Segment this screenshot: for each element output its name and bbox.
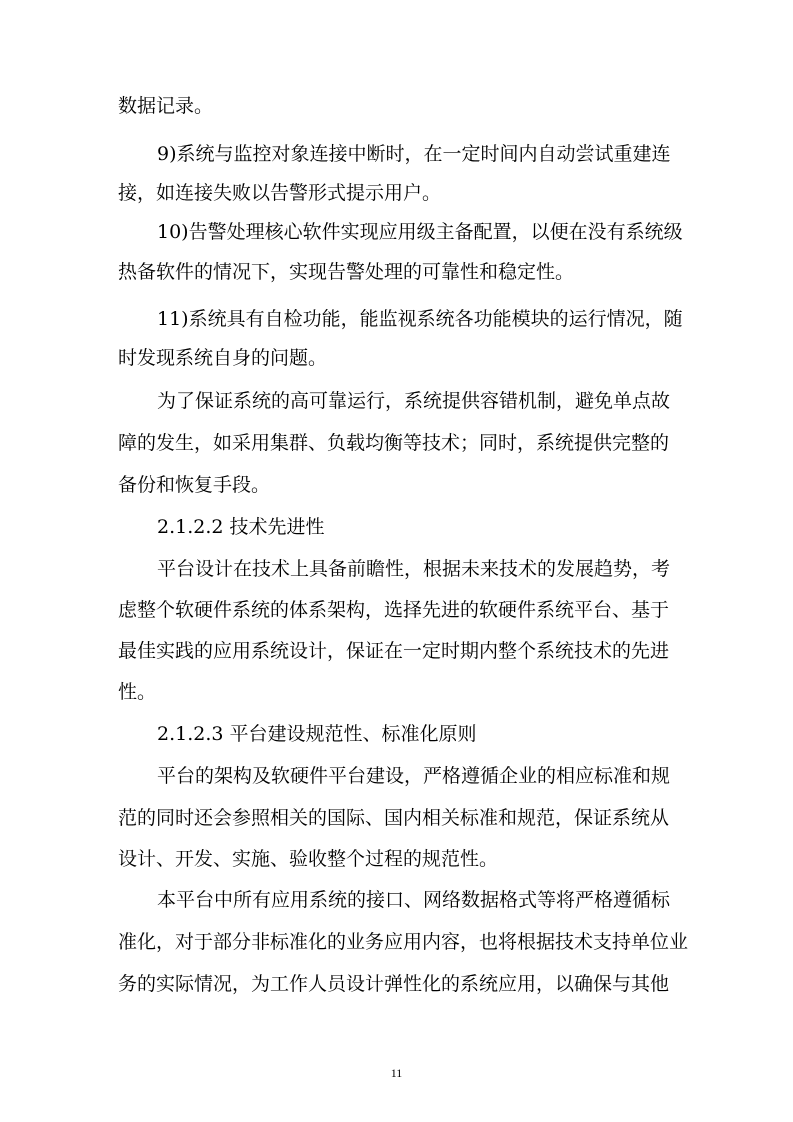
text-line: 平台的架构及软硬件平台建设，严格遵循企业的相应标准和规: [157, 765, 671, 787]
text-line: 数据记录。: [118, 95, 214, 117]
text-line: 务的实际情况，为工作人员设计弹性化的系统应用，以确保与其他: [118, 973, 670, 995]
text-line: 备份和恢复手段。: [118, 474, 271, 496]
text-line: 平台设计在技术上具备前瞻性，根据未来技术的发展趋势，考: [157, 558, 671, 580]
text-line: 为了保证系统的高可靠运行，系统提供容错机制，避免单点故: [157, 390, 671, 412]
text-line: 时发现系统自身的问题。: [118, 347, 328, 369]
text-line: 本平台中所有应用系统的接口、网络数据格式等将严格遵循标: [157, 889, 671, 911]
text-line: 障的发生，如采用集群、负载均衡等技术；同时，系统提供完整的: [118, 432, 670, 454]
section-heading: 2.1.2.3 平台建设规范性、标准化原则: [157, 723, 477, 745]
text-line: 10)告警处理核心软件实现应用级主备配置，以便在没有系统级: [157, 221, 683, 243]
text-line: 准化，对于部分非标准化的业务应用内容，也将根据技术支持单位业: [118, 931, 689, 953]
text-line: 范的同时还会参照相关的国际、国内相关标准和规范，保证系统从: [118, 807, 670, 829]
text-line: 热备软件的情况下，实现告警处理的可靠性和稳定性。: [118, 261, 575, 283]
text-line: 虑整个软硬件系统的体系架构，选择先进的软硬件系统平台、基于: [118, 599, 670, 621]
text-line: 11)系统具有自检功能，能监视系统各功能模块的运行情况，随: [157, 308, 683, 330]
text-line: 接，如连接失败以告警形式提示用户。: [118, 182, 442, 204]
text-line: 性。: [118, 681, 157, 703]
text-line: 设计、开发、实施、验收整个过程的规范性。: [118, 848, 499, 870]
page-number: 11: [390, 1066, 403, 1080]
text-line: 9)系统与监控对象连接中断时，在一定时间内自动尝试重建连: [157, 143, 671, 165]
text-line: 最佳实践的应用系统设计，保证在一定时期内整个系统技术的先进: [118, 640, 670, 662]
section-heading: 2.1.2.2 技术先进性: [157, 516, 325, 538]
